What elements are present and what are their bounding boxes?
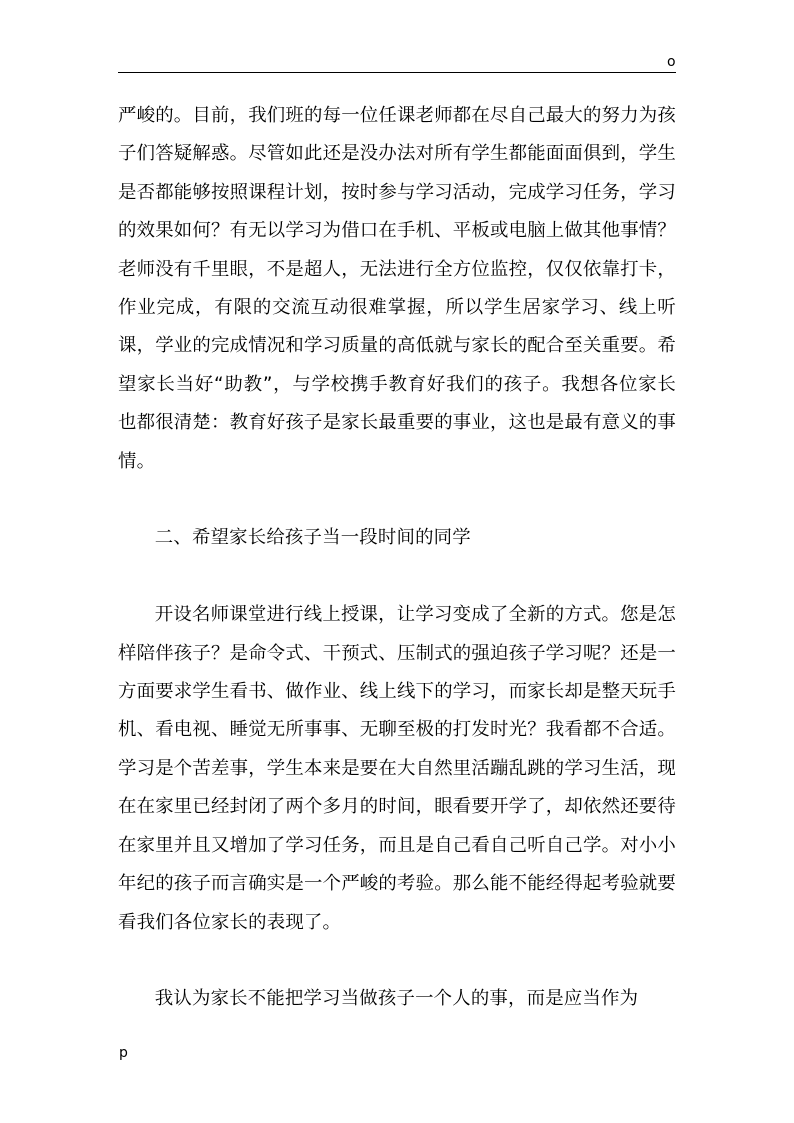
header-mark: o xyxy=(667,54,676,70)
paragraph: 开设名师课堂进行线上授课，让学习变成了全新的方式。您是怎样陪伴孩子？是命令式、干预式、压制式的强迫孩子学习呢？还是一方面要求学生看书、做作业、线上线下的学习，而家长却是整天玩手机、看电视、睡觉无所事事、无聊至极的打发时光？我看都不合适。学习是个苦差事，学生本来是要在大自然里活蹦乱跳的学习生活，现在在家里已经封闭了两个多月的时间，眼看要开学了，却依然还要待在家里并且又增加了学习任务，而且是自己看自己听自己学。对小小年纪的孩子而言确实是一个严峻的考验。那么能不能经得起考验就要看我们各位家长的表现了。 xyxy=(118,604,676,933)
document-body xyxy=(118,97,676,1019)
paragraph: 我认为家长不能把学习当做孩子一个人的事，而是应当作为 xyxy=(154,988,639,1010)
footer-mark: p xyxy=(119,1045,128,1061)
header-rule xyxy=(118,72,676,73)
paragraph-continuation: 严峻的。目前，我们班的每一位任课老师都在尽自己最大的努力为孩子们答疑解惑。尽管如此还是没办法对所有学生都能面面俱到，学生是否都能够按照课程计划，按时参与学习活动，完成学习任务，学习的效果如何？有无以学习为借口在手机、平板或电脑上做其他事情？老师没有千里眼，不是超人，无法进行全方位监控，仅仅依靠打卡，作业完成，有限的交流互动很难掌握，所以学生居家学习、线上听课，学业的完成情况和学习质量的高低就与家长的配合至关重要。希望家长当好“助教”，与学校携手教育好我们的孩子。我想各位家长也都很清楚：教育好孩子是家长最重要的事业，这也是最有意义的事情。 xyxy=(118,105,676,472)
section-heading: 二、希望家长给孩子当一段时间的同学 xyxy=(154,527,471,549)
